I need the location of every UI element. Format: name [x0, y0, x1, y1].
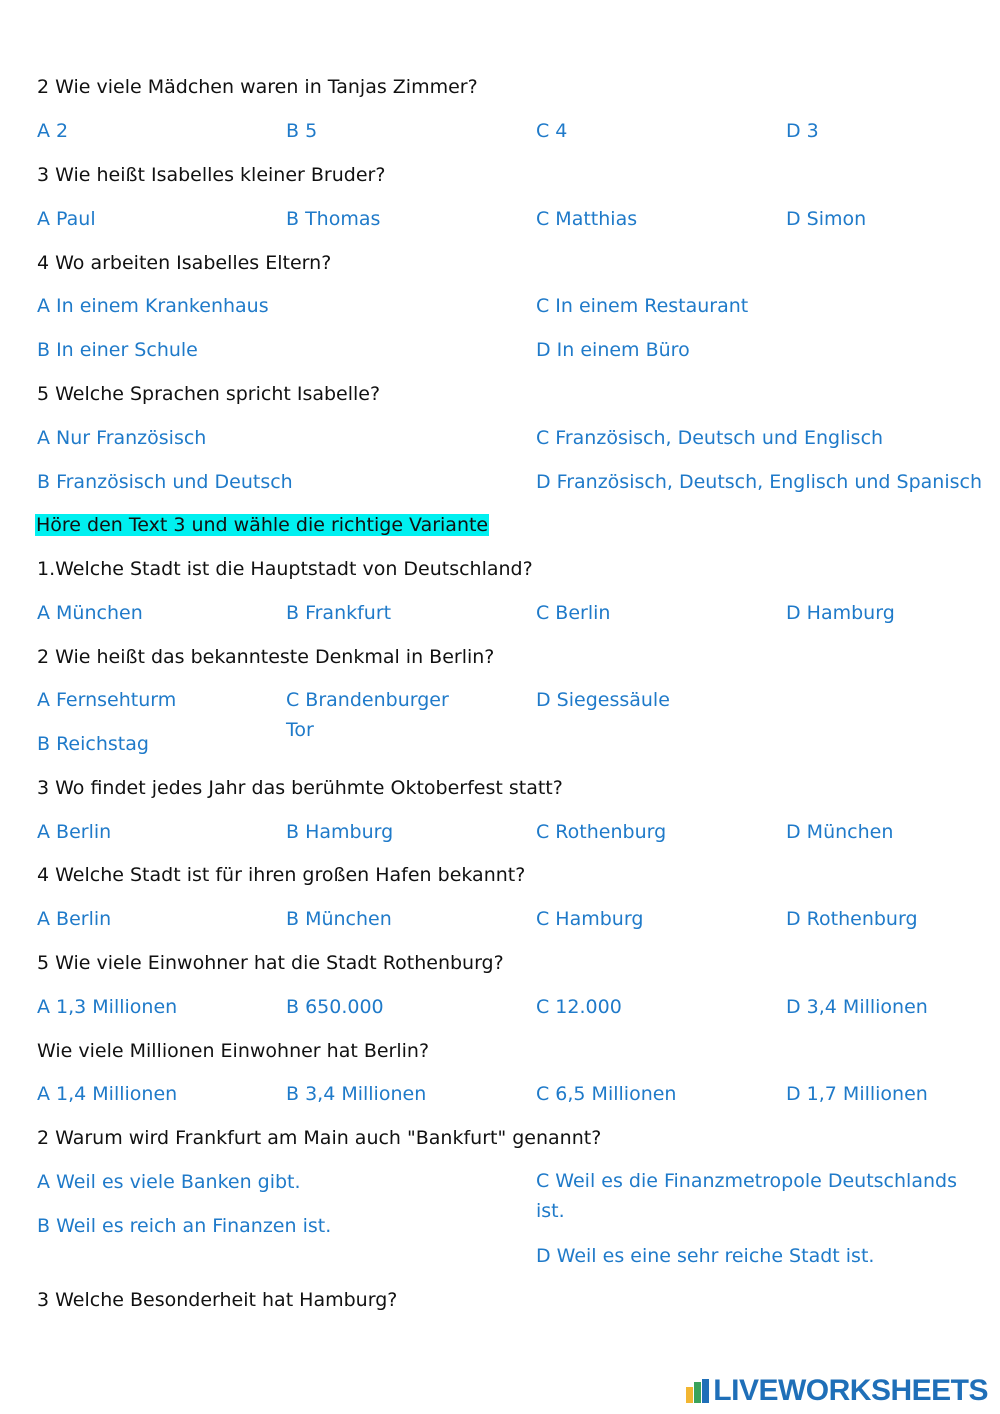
option-c[interactable]: C Berlin [536, 602, 611, 624]
option-a[interactable]: A 2 [37, 120, 69, 142]
option-b[interactable]: B Frankfurt [286, 602, 392, 624]
option-a[interactable]: A Fernsehturm [37, 689, 177, 711]
option-b[interactable]: B 5 [286, 120, 318, 142]
question-3-text: 3 Wie heißt Isabelles kleiner Bruder? [37, 164, 386, 186]
option-b[interactable]: B Weil es reich an Finanzen ist. [37, 1215, 332, 1237]
option-d[interactable]: D 3,4 Millionen [786, 996, 928, 1018]
option-d[interactable]: D 1,7 Millionen [786, 1083, 928, 1105]
option-c[interactable]: C 4 [536, 120, 568, 142]
question-7-text: 2 Warum wird Frankfurt am Main auch "Bankfurt" genannt? [37, 1127, 602, 1149]
question-6-text: Wie viele Millionen Einwohner hat Berlin? [37, 1040, 430, 1062]
option-c[interactable]: C Weil es die Finanzmetropole Deutschlands ist. [536, 1170, 957, 1222]
option-d[interactable]: D Simon [786, 208, 867, 230]
option-a[interactable]: A Nur Französisch [37, 427, 207, 449]
question-3-text: 3 Wo findet jedes Jahr das berühmte Oktoberfest statt? [37, 777, 563, 799]
section-heading [35, 512, 489, 538]
question-4-text: 4 Wo arbeiten Isabelles Eltern? [37, 252, 332, 274]
option-a[interactable]: A 1,4 Millionen [37, 1083, 178, 1105]
option-c[interactable]: C Rothenburg [536, 821, 667, 843]
question-8-text: 3 Welche Besonderheit hat Hamburg? [37, 1289, 398, 1311]
option-d[interactable]: D München [786, 821, 894, 843]
option-a[interactable]: A Weil es viele Banken gibt. [37, 1171, 301, 1193]
option-b[interactable]: B 650.000 [286, 996, 384, 1018]
option-b[interactable]: B München [286, 908, 392, 930]
option-c[interactable]: C Französisch, Deutsch und Englisch [536, 427, 884, 449]
option-b[interactable]: B 3,4 Millionen [286, 1083, 427, 1105]
option-c[interactable]: C 6,5 Millionen [536, 1083, 677, 1105]
option-d[interactable]: D 3 [786, 120, 819, 142]
option-c[interactable]: C In einem Restaurant [536, 295, 749, 317]
option-a[interactable]: A Berlin [37, 908, 112, 930]
option-b[interactable]: B In einer Schule [37, 339, 198, 361]
option-a[interactable]: A München [37, 602, 143, 624]
option-d[interactable]: D Französisch, Deutsch, Englisch und Spanisch [536, 471, 982, 493]
option-c[interactable]: C Hamburg [536, 908, 644, 930]
question-5-text: 5 Welche Sprachen spricht Isabelle? [37, 383, 381, 405]
option-d[interactable]: D Weil es eine sehr reiche Stadt ist. [536, 1245, 875, 1267]
question-5-text: 5 Wie viele Einwohner hat die Stadt Rothenburg? [37, 952, 504, 974]
section-heading-text: Höre den Text 3 und wähle die richtige Variante [36, 514, 489, 536]
option-d[interactable]: D In einem Büro [536, 339, 690, 361]
option-d[interactable]: D Rothenburg [786, 908, 918, 930]
option-c[interactable]: C Matthias [536, 208, 638, 230]
option-d[interactable]: D Hamburg [786, 602, 895, 624]
option-d[interactable]: D Siegessäule [536, 689, 670, 711]
option-a[interactable]: A Paul [37, 208, 96, 230]
question-2-text: 2 Wie heißt das bekannteste Denkmal in Berlin? [37, 646, 495, 668]
question-4-text: 4 Welche Stadt ist für ihren großen Hafen bekannt? [37, 864, 526, 886]
liveworksheets-logo-text: LIVEWORKSHEETS [713, 1374, 988, 1407]
liveworksheets-logo [686, 1376, 988, 1406]
option-a[interactable]: A 1,3 Millionen [37, 996, 178, 1018]
liveworksheets-logo-icon [686, 1379, 710, 1403]
option-a[interactable]: A Berlin [37, 821, 112, 843]
question-2-text: 2 Wie viele Mädchen waren in Tanjas Zimmer? [37, 76, 478, 98]
option-b[interactable]: B Französisch und Deutsch [37, 471, 293, 493]
option-a[interactable]: A In einem Krankenhaus [37, 295, 269, 317]
option-b[interactable]: B Reichstag [37, 733, 149, 755]
question-1-text: 1.Welche Stadt ist die Hauptstadt von Deutschland? [37, 558, 533, 580]
option-c[interactable]: C 12.000 [536, 996, 622, 1018]
option-b[interactable]: B Hamburg [286, 821, 394, 843]
option-b[interactable]: B Thomas [286, 208, 381, 230]
option-c[interactable]: C Brandenburger Tor [286, 689, 449, 741]
